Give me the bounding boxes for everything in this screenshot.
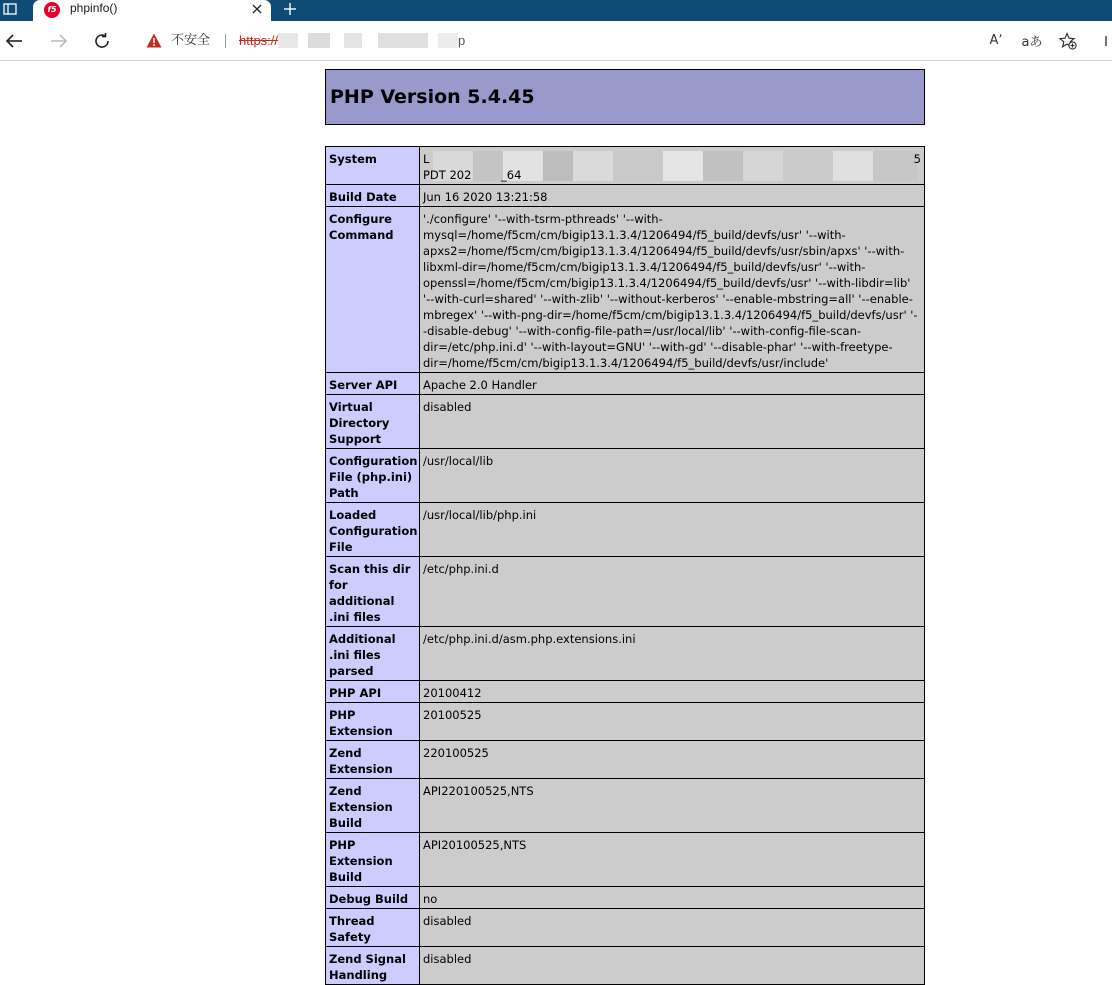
add-favorite-icon[interactable] xyxy=(1050,26,1086,55)
row-label: Debug Build xyxy=(326,887,420,909)
table-row xyxy=(326,147,925,185)
row-label: Configure Command xyxy=(326,207,420,373)
row-value: /usr/local/lib/php.ini xyxy=(420,503,925,557)
row-value: 20100412 xyxy=(420,681,925,703)
row-value: /usr/local/lib xyxy=(420,449,925,503)
row-label: Zend Extension Build xyxy=(326,779,420,833)
row-label: Zend Signal Handling xyxy=(326,947,420,985)
row-value: 220100525 xyxy=(420,741,925,779)
row-label: Configuration File (php.ini) Path xyxy=(326,449,420,503)
address-actions xyxy=(978,26,1086,55)
row-value: no xyxy=(420,887,925,909)
f5-favicon-icon: f5 xyxy=(44,2,60,18)
table-row xyxy=(326,185,925,207)
php-info-table xyxy=(325,146,925,985)
table-row xyxy=(326,395,925,449)
table-row xyxy=(326,909,925,947)
table-row xyxy=(326,557,925,627)
table-row xyxy=(326,947,925,985)
system-value-redacted xyxy=(423,151,921,183)
row-label: PHP API xyxy=(326,681,420,703)
tab-title: phpinfo() xyxy=(70,1,118,15)
translate-icon[interactable] xyxy=(1014,26,1050,55)
more-menu-icon[interactable] xyxy=(1102,35,1112,47)
row-label: Server API xyxy=(326,373,420,395)
table-row xyxy=(326,703,925,741)
row-label: System xyxy=(326,147,420,185)
system-value-start: L xyxy=(423,152,430,166)
php-version-header xyxy=(325,69,925,125)
tab-strip xyxy=(0,0,1112,21)
table-row xyxy=(326,779,925,833)
row-value: /etc/php.ini.d/asm.php.extensions.ini xyxy=(420,627,925,681)
url-redacted-host xyxy=(278,33,458,48)
table-row xyxy=(326,627,925,681)
row-value: disabled xyxy=(420,909,925,947)
system-value-line2: PDT 202 xyxy=(423,168,472,182)
read-aloud-icon[interactable] xyxy=(978,26,1014,55)
system-value-line2-end: _64 xyxy=(501,168,522,182)
row-label: Loaded Configuration File xyxy=(326,503,420,557)
table-row xyxy=(326,373,925,395)
active-tab[interactable] xyxy=(33,0,271,21)
row-value: /etc/php.ini.d xyxy=(420,557,925,627)
row-value: './configure' '--with-tsrm-pthreads' '--with-mysql=/home/f5cm/cm/bigip13.1.3.4/1206494/f5_build/devfs/usr' '--with-apxs2=/home/f5cm/cm/bigip13.1.3.4/1206494/f5_build/devfs/usr/sbin/apxs' '--with-libxml-dir=/home/f5cm/cm/bigip13.1.3.4/1206494/f5_build/devfs/usr' '--with-openssl=/home/f5cm/cm/bigip13.1.3.4/1206494/f5_build/devfs/usr' '--with-libdir=lib' '--with-curl=shared' '--with-zlib' '--without-kerberos' '--enable-mbstring=all' '--enable-mbregex' '--with-png-dir=/home/f5cm/cm/bigip13.1.3.4/1206494/f5_build/devfs/usr' '--disable-debug' '--with-config-file-path=/usr/local/lib' '--with-config-file-scan-dir=/etc/php.ini.d' '--with-layout=GNU' '--with-gd' '--disable-phar' '--with-freetype-dir=/home/f5cm/cm/bigip13.1.3.4/1206494/f5_build/devfs/usr/include' xyxy=(420,207,925,373)
table-row xyxy=(326,741,925,779)
phpinfo-container xyxy=(325,69,925,985)
read-aloud-label: Aʼ xyxy=(989,33,1003,48)
row-value: API220100525,NTS xyxy=(420,779,925,833)
table-row xyxy=(326,207,925,373)
row-value: Apache 2.0 Handler xyxy=(420,373,925,395)
row-label: Virtual Directory Support xyxy=(326,395,420,449)
reload-icon[interactable] xyxy=(89,28,115,54)
forward-icon[interactable] xyxy=(46,28,72,54)
row-value: Jun 16 2020 13:21:58 xyxy=(420,185,925,207)
new-tab-icon[interactable] xyxy=(280,0,300,18)
address-bar[interactable] xyxy=(131,26,1086,55)
row-label: Thread Safety xyxy=(326,909,420,947)
row-label: Additional .ini files parsed xyxy=(326,627,420,681)
row-value: disabled xyxy=(420,395,925,449)
row-label: PHP Extension Build xyxy=(326,833,420,887)
row-value: 20100525 xyxy=(420,703,925,741)
table-row xyxy=(326,887,925,909)
row-label: Zend Extension xyxy=(326,741,420,779)
table-row xyxy=(326,681,925,703)
address-divider xyxy=(225,34,226,48)
row-value: disabled xyxy=(420,947,925,985)
url-scheme[interactable]: https:// xyxy=(239,33,279,48)
system-value-end: 5 xyxy=(913,152,921,166)
system-value xyxy=(420,147,925,185)
table-row xyxy=(326,503,925,557)
row-label: Build Date xyxy=(326,185,420,207)
close-tab-icon[interactable] xyxy=(249,1,265,17)
php-version-title: PHP Version 5.4.45 xyxy=(330,86,535,108)
translate-label: aあ xyxy=(1021,35,1043,50)
browser-toolbar xyxy=(0,21,1112,61)
row-value: API20100525,NTS xyxy=(420,833,925,887)
warning-icon[interactable] xyxy=(146,33,162,48)
row-label: PHP Extension xyxy=(326,703,420,741)
url-path[interactable]: p xyxy=(458,33,466,48)
security-status-label[interactable]: 不安全 xyxy=(171,33,211,48)
row-label: Scan this dir for additional .ini files xyxy=(326,557,420,627)
page-content xyxy=(0,61,1112,982)
tab-actions-icon[interactable] xyxy=(3,2,17,16)
table-row xyxy=(326,449,925,503)
table-row xyxy=(326,833,925,887)
back-icon[interactable] xyxy=(1,28,27,54)
